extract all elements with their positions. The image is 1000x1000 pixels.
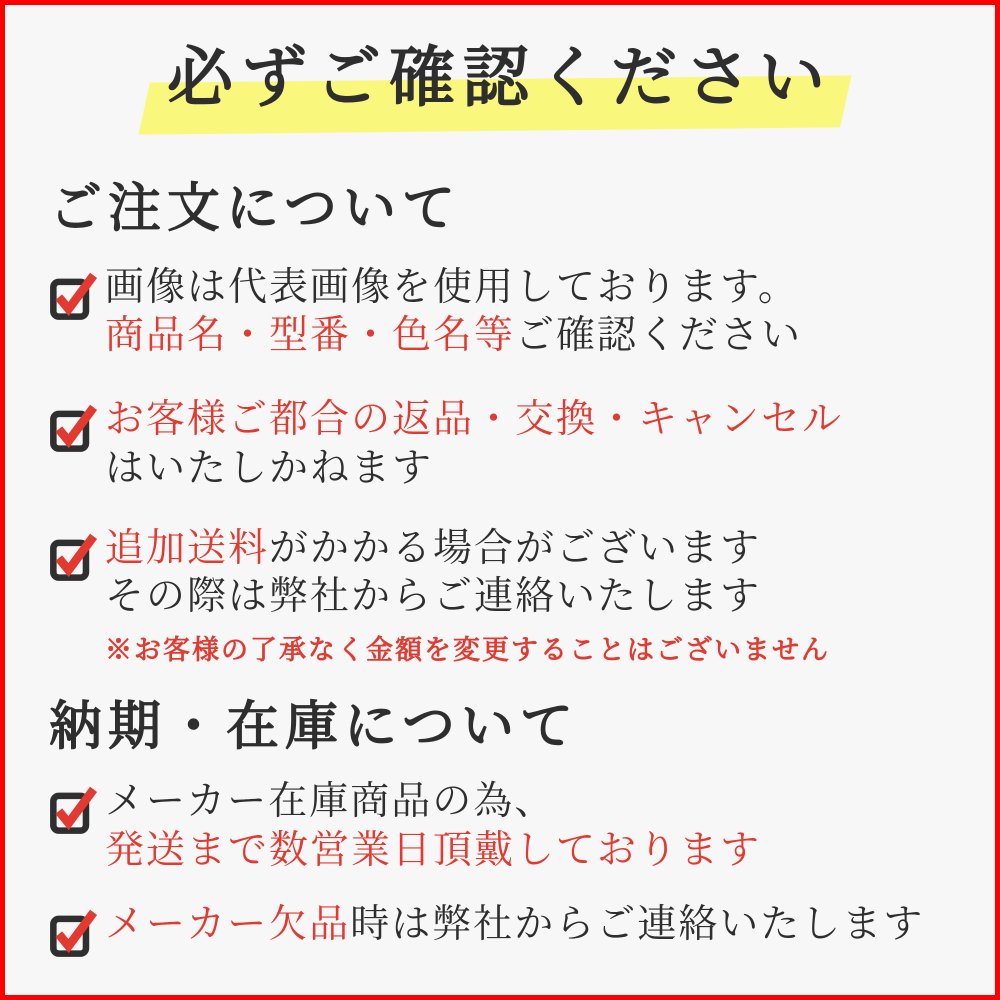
checked-checkbox-icon bbox=[49, 402, 99, 454]
item-line bbox=[105, 312, 802, 360]
item-text-segment: メーカー在庫商品の為、 bbox=[105, 780, 556, 824]
item-text-segment: その際は弊社からご連絡いたします bbox=[105, 575, 762, 619]
list-item bbox=[49, 901, 961, 959]
list-item bbox=[49, 264, 961, 361]
item-text bbox=[105, 901, 924, 949]
item-text bbox=[105, 396, 843, 493]
item-line bbox=[105, 901, 924, 949]
section-heading-stock: 納期・在庫について bbox=[49, 698, 579, 757]
item-line bbox=[105, 445, 843, 493]
item-text-segment: 画像は代表画像を使用しております。 bbox=[105, 265, 799, 309]
item-text-segment-red: 追加送料 bbox=[105, 527, 270, 571]
item-text-segment: 時は弊社からご連絡いたします bbox=[350, 902, 925, 946]
item-text bbox=[105, 525, 830, 667]
item-text-segment: ご確認ください bbox=[515, 313, 803, 357]
bullet-cell bbox=[49, 264, 105, 322]
item-line bbox=[105, 396, 843, 444]
list-item bbox=[49, 778, 961, 875]
page-title bbox=[167, 31, 833, 127]
bullet-cell bbox=[49, 396, 105, 454]
item-line bbox=[105, 827, 761, 875]
title-row bbox=[5, 31, 995, 127]
item-text bbox=[105, 778, 761, 875]
item-text-segment: はいたしかねます bbox=[105, 446, 434, 490]
checked-checkbox-icon bbox=[49, 270, 99, 322]
item-text-segment: がかかる場合がございます bbox=[269, 527, 762, 571]
section-heading-order: ご注文について bbox=[49, 179, 461, 238]
checked-checkbox-icon bbox=[49, 531, 99, 583]
list-item bbox=[49, 525, 961, 667]
item-line bbox=[105, 573, 830, 621]
bullet-cell bbox=[49, 778, 105, 836]
list-item bbox=[49, 396, 961, 493]
item-line bbox=[105, 264, 802, 312]
checked-checkbox-icon bbox=[49, 784, 99, 836]
page-title-text: 必ずご確認ください bbox=[167, 42, 833, 115]
checked-checkbox-icon bbox=[49, 907, 99, 959]
item-line bbox=[105, 525, 830, 573]
item-text bbox=[105, 264, 802, 361]
item-text-segment-red: メーカー欠品 bbox=[105, 902, 351, 946]
note-text: ※お客様の了承なく金額を変更することはございません bbox=[105, 634, 830, 665]
item-line bbox=[105, 778, 761, 826]
bullet-cell bbox=[49, 901, 105, 959]
item-text-segment-red: お客様ご都合の返品・交換・キャンセル bbox=[105, 398, 844, 442]
item-text-segment-red: 商品名・型番・色名等 bbox=[105, 313, 516, 357]
bullet-cell bbox=[49, 525, 105, 583]
item-text-segment-red: 発送まで数営業日頂戴しております bbox=[105, 828, 762, 872]
notice-content bbox=[5, 179, 995, 959]
